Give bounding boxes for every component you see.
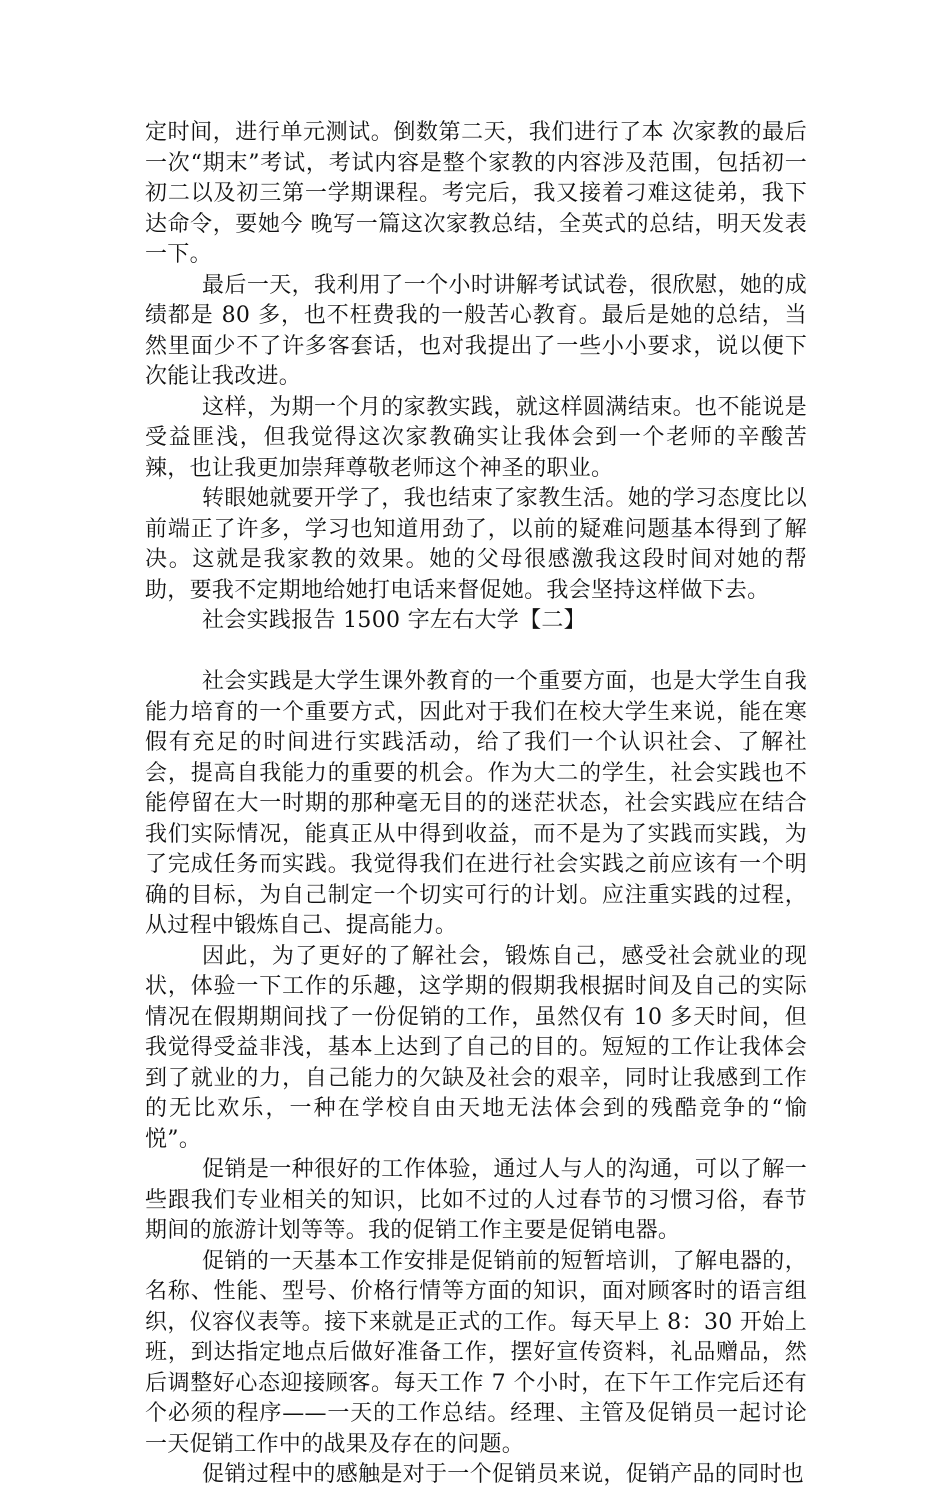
paragraph-1: 定时间，进行单元测试。倒数第二天，我们进行了本 次家教的最后一次“期末”考试，考试内容是整个家教的内容涉及范围，包括初一初二以及初三第一学期课程。考完后，我又接着刁难这徒弟，我下达命令，要她今 晚写一篇这次家教总结，全英式的总结，明天发表一下。 — [145, 120, 807, 267]
paragraph-6: 因此，为了更好的了解社会，锻炼自己，感受社会就业的现状，体验一下工作的乐趣，这学期的假期我根据时间及自己的实际情况在假期期间找了一份促销的工作，虽然仅有 10 多天时间，但我觉得受益非浅，基本上达到了自己的目的。短短的工作让我体会到了就业的力，自己能力的欠缺及社会的艰辛，同时让我感到工作的无比欢乐，一种在学校自由天地无法体会到的残酷竞争的“愉悦”。 — [145, 943, 807, 1152]
paragraph-3: 这样，为期一个月的家教实践，就这样圆满结束。也不能说是受益匪浅，但我觉得这次家教确实让我体会到一个老师的辛酸苦辣，也让我更加崇拜尊敬老师这个神圣的职业。 — [145, 394, 807, 481]
paragraph-2: 最后一天，我利用了一个小时讲解考试试卷，很欣慰，她的成绩都是 80 多，也不枉费我的一般苦心教育。最后是她的总结，当然里面少不了许多客套话，也对我提出了一些小小要求，说以便下次能让我改进。 — [145, 272, 807, 389]
paragraph-7: 促销是一种很好的工作体验，通过人与人的沟通，可以了解一些跟我们专业相关的知识，比如不过的人过春节的习惯习俗，春节期间的旅游计划等等。我的促销工作主要是促销电器。 — [145, 1157, 807, 1243]
paragraph-8: 促销的一天基本工作安排是促销前的短暂培训，了解电器的，名称、性能、型号、价格行情等方面的知识，面对顾客时的语言组织，仪容仪表等。接下来就是正式的工作。每天早上 8：30 开始上班，到达指定地点后做好准备工作，摆好宣传资料，礼品赠品，然后调整好心态迎接顾客。每天工作 7 个小时，在下午工作完后还有个必须的程序——一天的工作总结。经理、主管及促销员一起讨论一天促销工作中的战果及存在的问题。 — [145, 1248, 807, 1457]
document-page — [145, 118, 807, 1491]
paragraph-9: 促销过程中的感触是对于一个促销员来说，促销产品的同时也 — [202, 1462, 805, 1487]
paragraph-4: 转眼她就要开学了，我也结束了家教生活。她的学习态度比以前端正了许多，学习也知道用劲了，以前的疑难问题基本得到了解决。这就是我家教的效果。她的父母很感激我这段时间对她的帮助，要我不定期地给她打电话来督促她。我会坚持这样做下去。 — [145, 486, 807, 603]
section-heading: 社会实践报告 1500 字左右大学【二】 — [202, 608, 586, 633]
blank-line — [145, 637, 807, 668]
paragraph-5: 社会实践是大学生课外教育的一个重要方面，也是大学生自我能力培育的一个重要方式，因此对于我们在校大学生来说，能在寒假有充足的时间进行实践活动，给了我们一个认识社会、了解社会，提高自我能力的重要的机会。作为大二的学生，社会实践也不能停留在大一时期的那种毫无目的的迷茫状态，社会实践应在结合我们实际情况，能真正从中得到收益，而不是为了实践而实践，为了完成任务而实践。我觉得我们在进行社会实践之前应该有一个明确的目标，为自己制定一个切实可行的计划。应注重实践的过程，从过程中锻炼自己、提高能力。 — [145, 669, 807, 938]
